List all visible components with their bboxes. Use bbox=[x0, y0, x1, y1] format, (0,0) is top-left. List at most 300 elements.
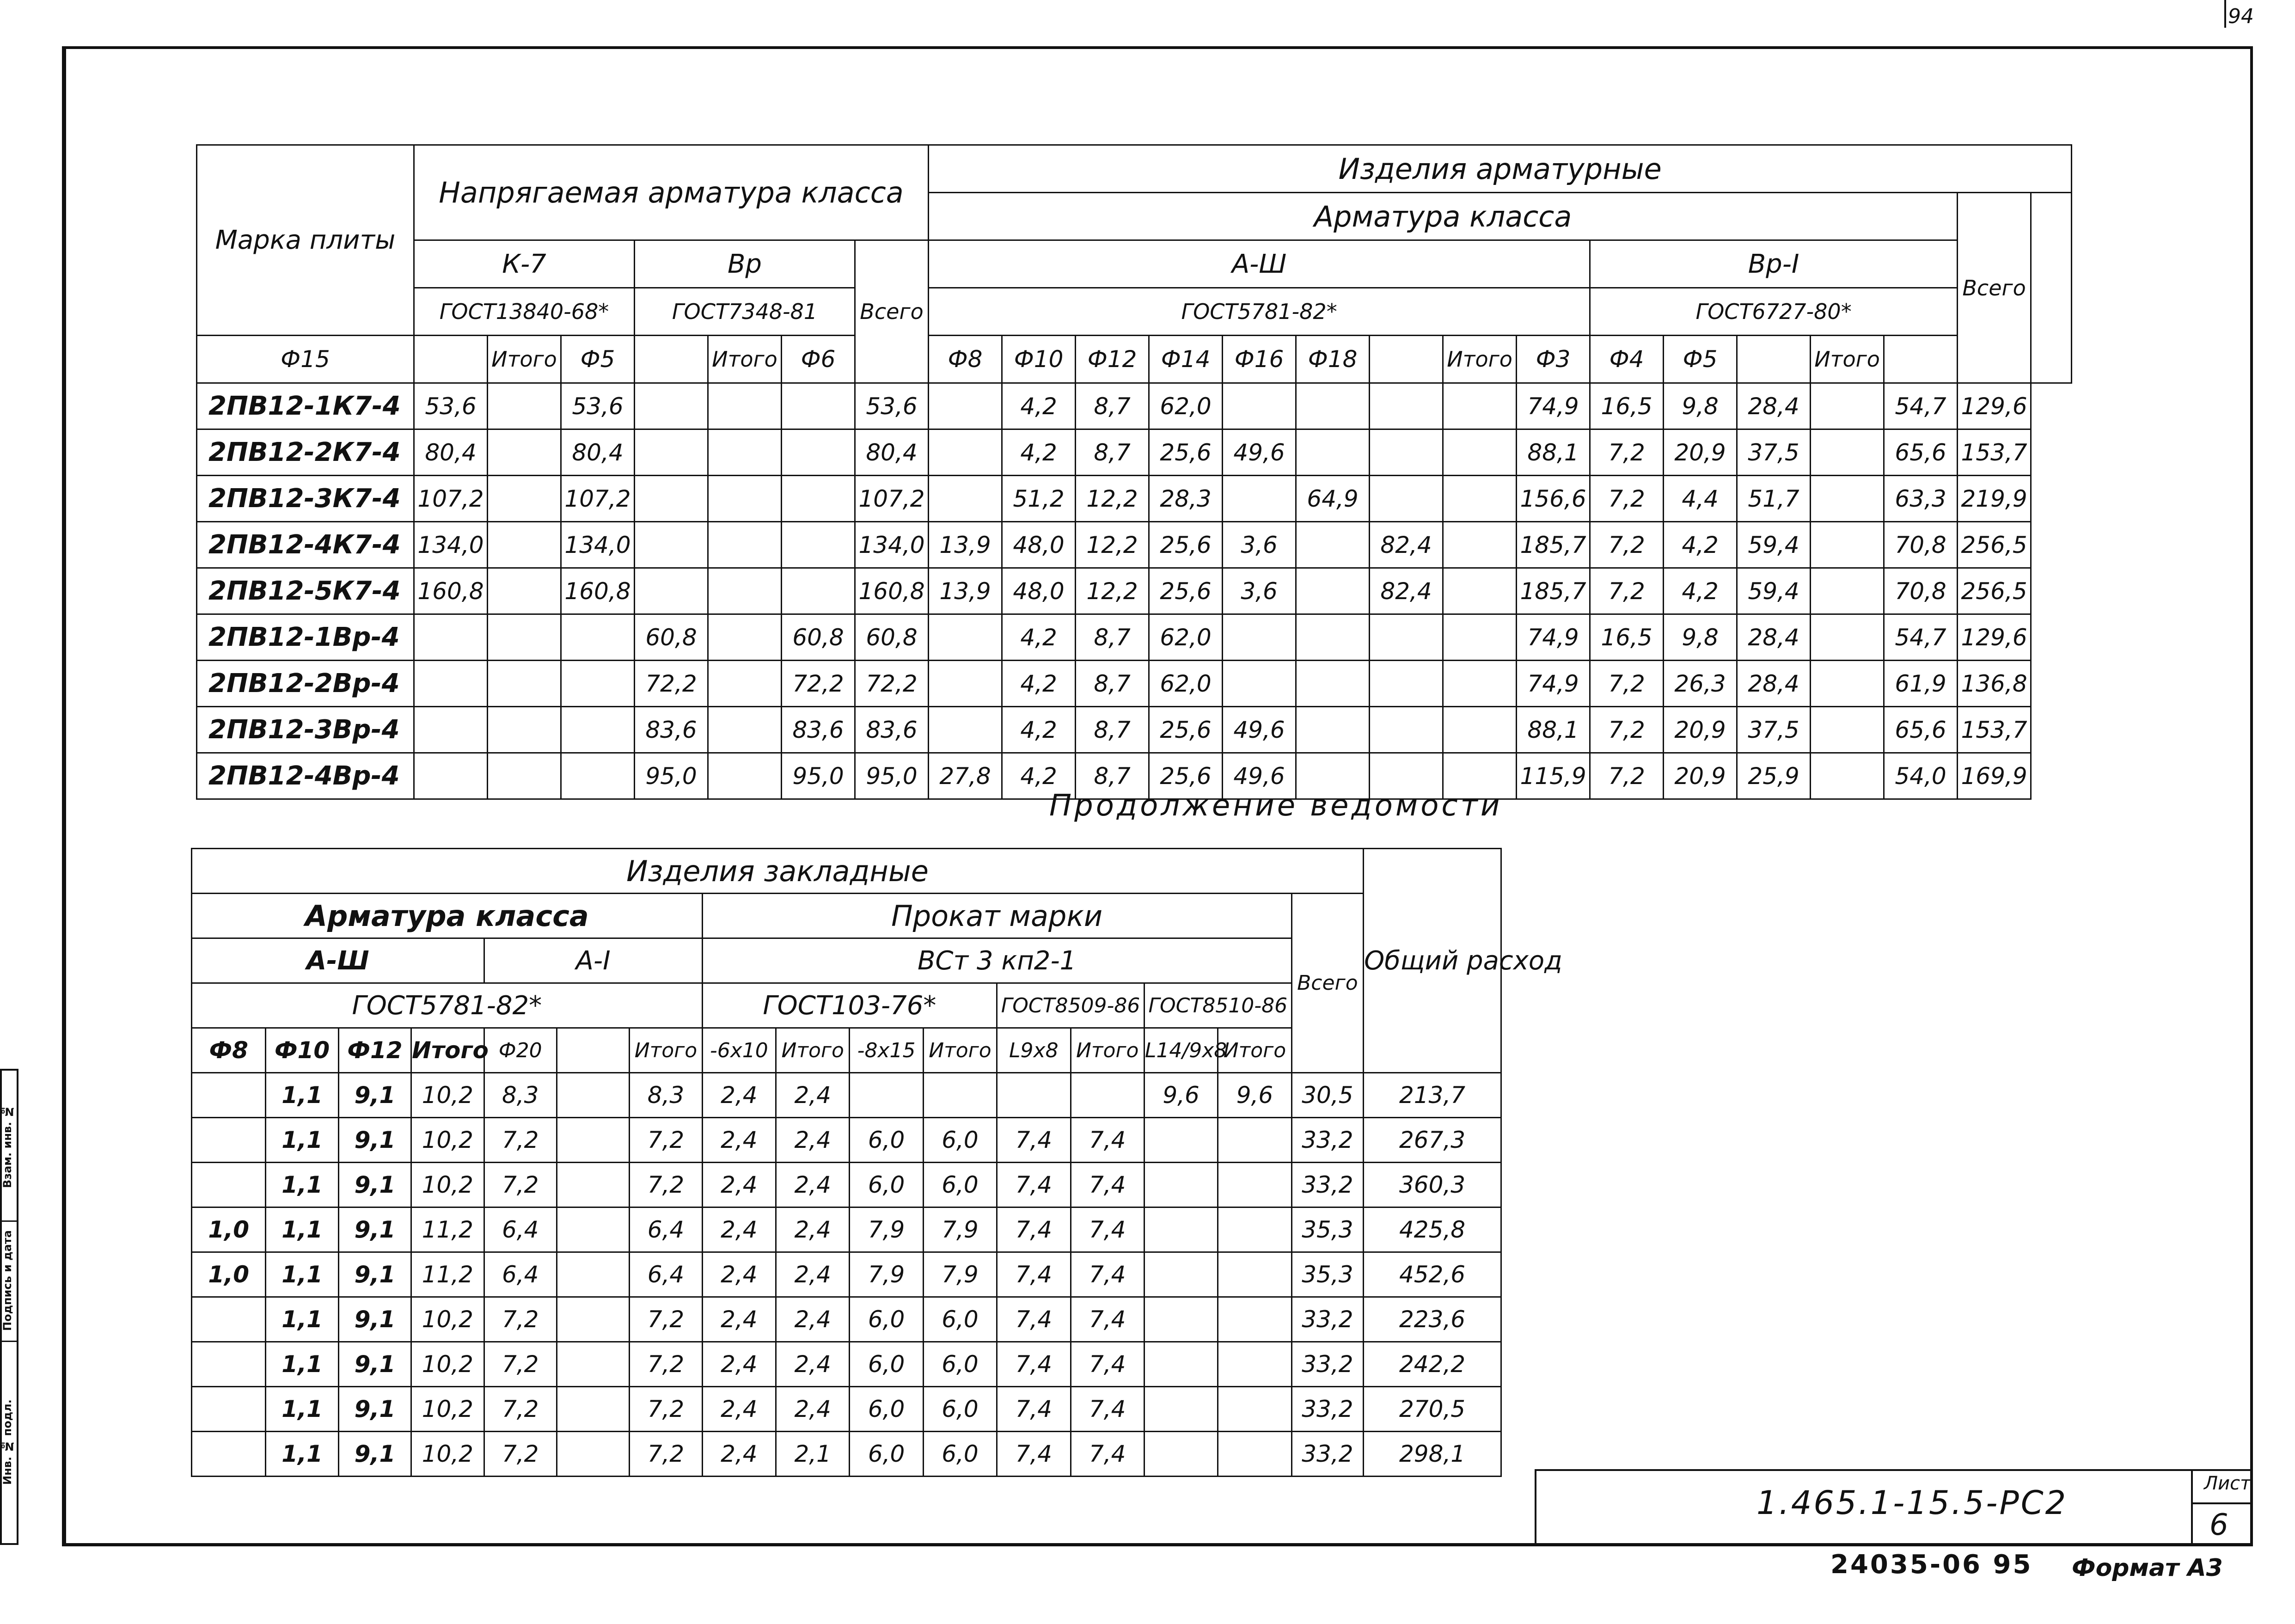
diameter-f5-vr1: Ф5 bbox=[1664, 336, 1737, 383]
table-cell: 20,9 bbox=[1664, 753, 1737, 799]
table-cell bbox=[1223, 614, 1296, 661]
table-cell: 7,2 bbox=[1590, 753, 1664, 799]
table-cell bbox=[1370, 614, 1443, 661]
table-cell bbox=[1443, 522, 1517, 568]
embedded-table-body bbox=[192, 1073, 1501, 1477]
table-cell: 8,7 bbox=[1076, 753, 1149, 799]
diameter-f16: Ф16 bbox=[1223, 336, 1296, 383]
table-cell: 7,9 bbox=[923, 1207, 997, 1252]
table-cell bbox=[708, 522, 782, 568]
table-cell: 1,1 bbox=[266, 1297, 338, 1342]
table-cell: 2,4 bbox=[776, 1207, 850, 1252]
table-cell: 134,0 bbox=[855, 522, 929, 568]
table-cell: 9,1 bbox=[338, 1118, 411, 1163]
column-header: Итого bbox=[1071, 1028, 1144, 1073]
standard-gost7348: ГОСТ7348-81 bbox=[635, 288, 855, 336]
class-k7: К-7 bbox=[414, 240, 635, 288]
table-cell: 62,0 bbox=[1149, 661, 1223, 707]
table-cell bbox=[557, 1432, 629, 1477]
table-cell: 28,4 bbox=[1737, 614, 1811, 661]
table-cell: 185,7 bbox=[1517, 522, 1590, 568]
table-cell: 37,5 bbox=[1737, 707, 1811, 753]
table-cell: 153,7 bbox=[1958, 429, 2031, 476]
sheet-label: Лист bbox=[2204, 1473, 2251, 1494]
table-cell bbox=[1218, 1432, 1291, 1477]
table-cell bbox=[929, 476, 1002, 522]
table-cell bbox=[1223, 661, 1296, 707]
embedded-row bbox=[192, 1073, 1501, 1118]
column-header: Итого bbox=[923, 1028, 997, 1073]
plate-row bbox=[197, 614, 2072, 661]
table-cell: 160,8 bbox=[855, 568, 929, 614]
table-cell: 256,5 bbox=[1958, 522, 2031, 568]
table-cell bbox=[1144, 1342, 1218, 1387]
table-cell bbox=[1296, 522, 1370, 568]
table-cell bbox=[708, 661, 782, 707]
table-cell: 13,9 bbox=[929, 522, 1002, 568]
row-overall: 425,8 bbox=[1364, 1207, 1501, 1252]
table-cell: 53,6 bbox=[414, 383, 488, 429]
table-cell: 7,4 bbox=[997, 1207, 1071, 1252]
table-cell: 20,9 bbox=[1664, 707, 1737, 753]
table-cell: 219,9 bbox=[1958, 476, 2031, 522]
diameter-f18: Ф18 bbox=[1296, 336, 1370, 383]
table-cell bbox=[1443, 383, 1517, 429]
table-cell bbox=[488, 429, 561, 476]
products-header: Изделия арматурные bbox=[929, 145, 2072, 193]
class-a3: А-Ш bbox=[929, 240, 1590, 288]
table-cell: 9,6 bbox=[1218, 1073, 1291, 1118]
table-cell: 51,2 bbox=[1002, 476, 1076, 522]
table-cell: 7,4 bbox=[997, 1163, 1071, 1207]
table-cell: 2,4 bbox=[702, 1163, 776, 1207]
table-cell: 7,2 bbox=[630, 1297, 702, 1342]
table-cell bbox=[1443, 476, 1517, 522]
table-cell: 2,1 bbox=[776, 1432, 850, 1477]
table-cell: 8,7 bbox=[1076, 614, 1149, 661]
rebar-class-header: Арматура класса bbox=[929, 193, 1958, 240]
table-cell bbox=[488, 568, 561, 614]
table-cell: 1,1 bbox=[266, 1252, 338, 1297]
table-cell bbox=[929, 614, 1002, 661]
table-cell bbox=[192, 1163, 266, 1207]
table-cell: 4,2 bbox=[1664, 522, 1737, 568]
plate-mark: 2ПВ12-2Вр-4 bbox=[197, 661, 414, 707]
table-cell bbox=[414, 614, 488, 661]
table-cell: 107,2 bbox=[561, 476, 635, 522]
table-cell: 8,7 bbox=[1076, 429, 1149, 476]
table-cell: 4,2 bbox=[1002, 753, 1076, 799]
plate-mark: 2ПВ12-5К7-4 bbox=[197, 568, 414, 614]
table-cell bbox=[1218, 1387, 1291, 1432]
table-cell: 7,4 bbox=[1071, 1207, 1144, 1252]
table-cell bbox=[1218, 1163, 1291, 1207]
row-overall: 213,7 bbox=[1364, 1073, 1501, 1118]
table-cell: 2,4 bbox=[776, 1387, 850, 1432]
table-cell bbox=[708, 614, 782, 661]
table-cell bbox=[1071, 1073, 1144, 1118]
table-cell: 6,4 bbox=[484, 1252, 557, 1297]
table-cell: 8,7 bbox=[1076, 707, 1149, 753]
table-cell: 1,0 bbox=[192, 1252, 266, 1297]
embedded-row bbox=[192, 1342, 1501, 1387]
reinforcement-table-body bbox=[197, 383, 2072, 799]
table-cell: 25,6 bbox=[1149, 707, 1223, 753]
column-header: Итого bbox=[1218, 1028, 1291, 1073]
table-cell bbox=[414, 753, 488, 799]
table-cell: 6,0 bbox=[850, 1118, 923, 1163]
continuation-title: Продолжение ведомости bbox=[1049, 789, 1503, 823]
table-cell: 256,5 bbox=[1958, 568, 2031, 614]
table-cell bbox=[1811, 707, 1884, 753]
table-cell bbox=[1223, 476, 1296, 522]
embedded-row bbox=[192, 1432, 1501, 1477]
table-cell: 6,4 bbox=[630, 1252, 702, 1297]
table-cell: 7,4 bbox=[997, 1118, 1071, 1163]
diameter-f15: Ф15 bbox=[197, 336, 414, 383]
table-cell bbox=[1296, 429, 1370, 476]
table-cell bbox=[708, 707, 782, 753]
table-cell: 83,6 bbox=[855, 707, 929, 753]
plate-row bbox=[197, 661, 2072, 707]
diameter-f8: Ф8 bbox=[929, 336, 1002, 383]
class-a1: А-I bbox=[484, 938, 702, 983]
table-cell: 64,9 bbox=[1296, 476, 1370, 522]
table-cell: 1,1 bbox=[266, 1342, 338, 1387]
table-cell: 7,2 bbox=[1590, 568, 1664, 614]
sheet-value: 6 bbox=[2209, 1508, 2228, 1542]
standard-gost13840: ГОСТ13840-68* bbox=[414, 288, 635, 336]
table-cell: 60,8 bbox=[855, 614, 929, 661]
table-cell: 10,2 bbox=[411, 1118, 484, 1163]
plate-row bbox=[197, 707, 2072, 753]
table-cell bbox=[557, 1118, 629, 1163]
table-cell: 9,8 bbox=[1664, 383, 1737, 429]
table-cell bbox=[782, 476, 855, 522]
table-cell bbox=[488, 383, 561, 429]
table-cell: 13,9 bbox=[929, 568, 1002, 614]
column-header: L14/9х8 bbox=[1144, 1028, 1218, 1073]
table-cell bbox=[1144, 1118, 1218, 1163]
diameter-f14: Ф14 bbox=[1149, 336, 1223, 383]
table-cell: 2,4 bbox=[702, 1432, 776, 1477]
side-stamp-line bbox=[0, 1220, 18, 1222]
table-cell: 2,4 bbox=[702, 1073, 776, 1118]
table-cell: 134,0 bbox=[414, 522, 488, 568]
table-cell bbox=[1370, 476, 1443, 522]
row-overall: 242,2 bbox=[1364, 1342, 1501, 1387]
table-cell: 4,2 bbox=[1664, 568, 1737, 614]
subtotal-vr: Итого bbox=[708, 336, 782, 383]
table-cell bbox=[192, 1387, 266, 1432]
embedded-header: Изделия закладные bbox=[192, 849, 1364, 894]
table-cell: 9,8 bbox=[1664, 614, 1737, 661]
column-header: Ф10 bbox=[266, 1028, 338, 1073]
table-cell bbox=[635, 383, 708, 429]
table-cell: 4,2 bbox=[1002, 661, 1076, 707]
table-cell: 7,4 bbox=[997, 1297, 1071, 1342]
table-cell: 11,2 bbox=[411, 1207, 484, 1252]
table-cell: 2,4 bbox=[776, 1118, 850, 1163]
table-cell: 1,1 bbox=[266, 1207, 338, 1252]
table-cell: 2,4 bbox=[702, 1252, 776, 1297]
table-cell bbox=[635, 429, 708, 476]
table-cell: 25,6 bbox=[1149, 429, 1223, 476]
table-cell bbox=[635, 476, 708, 522]
table-cell: 7,4 bbox=[1071, 1252, 1144, 1297]
table-cell: 9,1 bbox=[338, 1297, 411, 1342]
table-cell: 7,2 bbox=[484, 1387, 557, 1432]
table-cell: 9,1 bbox=[338, 1073, 411, 1118]
table-cell: 7,2 bbox=[1590, 429, 1664, 476]
table-cell: 7,9 bbox=[850, 1252, 923, 1297]
table-cell: 6,0 bbox=[850, 1432, 923, 1477]
table-cell: 74,9 bbox=[1517, 383, 1590, 429]
table-cell bbox=[782, 522, 855, 568]
title-block-sheet-line bbox=[2191, 1502, 2250, 1504]
prestressed-header: Напрягаемая арматура класса bbox=[414, 145, 929, 240]
table-cell bbox=[1811, 568, 1884, 614]
table-cell: 7,2 bbox=[484, 1297, 557, 1342]
table-cell: 7,2 bbox=[1590, 476, 1664, 522]
table-cell: 83,6 bbox=[782, 707, 855, 753]
plate-mark: 2ПВ12-3Вр-4 bbox=[197, 707, 414, 753]
plate-row bbox=[197, 568, 2072, 614]
side-stamp-label: Инв. № подл. bbox=[1, 1399, 14, 1485]
table-cell: 1,1 bbox=[266, 1432, 338, 1477]
diameter-f4: Ф4 bbox=[1590, 336, 1664, 383]
plate-row bbox=[197, 476, 2072, 522]
table-cell: 9,1 bbox=[338, 1432, 411, 1477]
table-cell: 8,3 bbox=[630, 1073, 702, 1118]
table-cell bbox=[557, 1207, 629, 1252]
table-cell: 9,1 bbox=[338, 1207, 411, 1252]
table-cell: 88,1 bbox=[1517, 429, 1590, 476]
table-cell: 27,8 bbox=[929, 753, 1002, 799]
table-cell bbox=[1443, 707, 1517, 753]
diameter-blank bbox=[1370, 336, 1443, 383]
table-cell: 160,8 bbox=[561, 568, 635, 614]
table-cell: 80,4 bbox=[414, 429, 488, 476]
table-cell: 4,2 bbox=[1002, 429, 1076, 476]
table-cell: 7,2 bbox=[484, 1118, 557, 1163]
standard-gost6727: ГОСТ6727-80* bbox=[1590, 288, 1958, 336]
table-cell: 1,1 bbox=[266, 1073, 338, 1118]
plate-mark: 2ПВ12-4Вр-4 bbox=[197, 753, 414, 799]
steel-grade: ВСт 3 кп2-1 bbox=[702, 938, 1291, 983]
table-cell: 54,7 bbox=[1884, 383, 1958, 429]
plate-row bbox=[197, 383, 2072, 429]
table-cell: 62,0 bbox=[1149, 614, 1223, 661]
embedded-total-header: Всего bbox=[1291, 894, 1363, 1073]
column-header bbox=[557, 1028, 629, 1073]
table-cell: 7,2 bbox=[484, 1163, 557, 1207]
table-cell: 10,2 bbox=[411, 1073, 484, 1118]
row-total: 30,5 bbox=[1291, 1073, 1363, 1118]
blank-header bbox=[2031, 193, 2072, 383]
table-cell: 82,4 bbox=[1370, 568, 1443, 614]
standard-gost8510: ГОСТ8510-86 bbox=[1144, 983, 1291, 1028]
column-header: Ф12 bbox=[338, 1028, 411, 1073]
table-cell: 6,0 bbox=[850, 1163, 923, 1207]
table-cell bbox=[929, 383, 1002, 429]
embedded-row bbox=[192, 1118, 1501, 1163]
table-cell: 70,8 bbox=[1884, 568, 1958, 614]
plate-mark: 2ПВ12-1Вр-4 bbox=[197, 614, 414, 661]
table-cell: 7,2 bbox=[630, 1342, 702, 1387]
table-cell: 169,9 bbox=[1958, 753, 2031, 799]
table-cell: 53,6 bbox=[855, 383, 929, 429]
sheet-number-tick bbox=[2224, 0, 2226, 28]
table-cell: 65,6 bbox=[1884, 707, 1958, 753]
table-cell: 80,4 bbox=[855, 429, 929, 476]
subtotal-a3: Итого bbox=[1443, 336, 1517, 383]
table-cell: 74,9 bbox=[1517, 661, 1590, 707]
table-cell: 25,6 bbox=[1149, 522, 1223, 568]
table-cell: 2,4 bbox=[776, 1252, 850, 1297]
table-cell bbox=[1218, 1297, 1291, 1342]
table-cell: 4,4 bbox=[1664, 476, 1737, 522]
table-cell: 59,4 bbox=[1737, 522, 1811, 568]
table-cell: 9,1 bbox=[338, 1342, 411, 1387]
table-cell: 7,4 bbox=[997, 1432, 1071, 1477]
table-cell: 95,0 bbox=[782, 753, 855, 799]
frame-top-border bbox=[62, 46, 2253, 49]
table-cell bbox=[782, 429, 855, 476]
table-cell: 25,6 bbox=[1149, 568, 1223, 614]
row-overall: 267,3 bbox=[1364, 1118, 1501, 1163]
table-cell bbox=[782, 383, 855, 429]
table-cell: 49,6 bbox=[1223, 753, 1296, 799]
table-cell: 2,4 bbox=[702, 1118, 776, 1163]
table-cell: 95,0 bbox=[635, 753, 708, 799]
table-cell: 7,9 bbox=[850, 1207, 923, 1252]
row-overall: 223,6 bbox=[1364, 1297, 1501, 1342]
table-cell: 83,6 bbox=[635, 707, 708, 753]
standard-gost8509: ГОСТ8509-86 bbox=[997, 983, 1144, 1028]
table-cell: 10,2 bbox=[411, 1387, 484, 1432]
plate-row bbox=[197, 429, 2072, 476]
row-overall: 298,1 bbox=[1364, 1432, 1501, 1477]
table-cell: 6,0 bbox=[923, 1342, 997, 1387]
diameter-f6: Ф6 bbox=[782, 336, 855, 383]
table-cell bbox=[1811, 383, 1884, 429]
table-cell bbox=[557, 1163, 629, 1207]
table-cell: 20,9 bbox=[1664, 429, 1737, 476]
table-cell bbox=[557, 1252, 629, 1297]
column-header: -8х15 bbox=[850, 1028, 923, 1073]
table-cell: 48,0 bbox=[1002, 522, 1076, 568]
table-cell bbox=[1218, 1207, 1291, 1252]
table-cell: 28,4 bbox=[1737, 661, 1811, 707]
table-cell bbox=[708, 383, 782, 429]
table-cell: 6,0 bbox=[850, 1297, 923, 1342]
standard-gost5781-2: ГОСТ5781-82* bbox=[192, 983, 703, 1028]
table-cell bbox=[192, 1432, 266, 1477]
table-cell: 6,0 bbox=[850, 1387, 923, 1432]
standard-gost103: ГОСТ103-76* bbox=[702, 983, 997, 1028]
table-cell bbox=[708, 476, 782, 522]
table-cell: 11,2 bbox=[411, 1252, 484, 1297]
table-cell bbox=[192, 1297, 266, 1342]
table-cell bbox=[1443, 661, 1517, 707]
table-cell: 7,2 bbox=[1590, 707, 1664, 753]
table-cell: 6,4 bbox=[630, 1207, 702, 1252]
table-cell: 28,4 bbox=[1737, 383, 1811, 429]
table-cell: 7,4 bbox=[1071, 1342, 1144, 1387]
table-cell bbox=[557, 1387, 629, 1432]
table-cell: 9,1 bbox=[338, 1387, 411, 1432]
table-cell: 12,2 bbox=[1076, 568, 1149, 614]
table-cell: 7,4 bbox=[997, 1387, 1071, 1432]
table-cell: 8,7 bbox=[1076, 383, 1149, 429]
table-cell bbox=[929, 429, 1002, 476]
table-cell: 2,4 bbox=[776, 1163, 850, 1207]
table-cell bbox=[488, 614, 561, 661]
table-cell: 136,8 bbox=[1958, 661, 2031, 707]
table-cell: 2,4 bbox=[702, 1207, 776, 1252]
table-cell bbox=[1811, 614, 1884, 661]
title-block-divider bbox=[2191, 1469, 2193, 1546]
table-cell bbox=[1296, 614, 1370, 661]
table-cell bbox=[1218, 1118, 1291, 1163]
table-cell: 10,2 bbox=[411, 1163, 484, 1207]
table-cell: 2,4 bbox=[776, 1342, 850, 1387]
table-cell: 153,7 bbox=[1958, 707, 2031, 753]
table-cell bbox=[635, 568, 708, 614]
table-cell bbox=[192, 1118, 266, 1163]
table-cell bbox=[414, 661, 488, 707]
table-cell: 8,3 bbox=[484, 1073, 557, 1118]
table-cell: 65,6 bbox=[1884, 429, 1958, 476]
table-cell: 2,4 bbox=[776, 1297, 850, 1342]
table-cell bbox=[557, 1073, 629, 1118]
side-stamp-label: Подпись и дата bbox=[1, 1230, 14, 1331]
table-cell: 82,4 bbox=[1370, 522, 1443, 568]
mark-header: Марка плиты bbox=[197, 145, 414, 336]
table-cell bbox=[1144, 1207, 1218, 1252]
rolled-header: Прокат марки bbox=[702, 894, 1291, 938]
table-cell: 6,0 bbox=[850, 1342, 923, 1387]
table-cell bbox=[1811, 753, 1884, 799]
table-cell bbox=[1811, 429, 1884, 476]
table-cell: 28,3 bbox=[1149, 476, 1223, 522]
side-stamp-line bbox=[0, 1341, 18, 1342]
table-cell: 7,4 bbox=[1071, 1118, 1144, 1163]
diameter-f10: Ф10 bbox=[1002, 336, 1076, 383]
table-cell bbox=[1811, 661, 1884, 707]
diameter-blank bbox=[1737, 336, 1811, 383]
table-cell bbox=[557, 1297, 629, 1342]
embedded-row bbox=[192, 1207, 1501, 1252]
plate-mark: 2ПВ12-4К7-4 bbox=[197, 522, 414, 568]
table-cell bbox=[192, 1342, 266, 1387]
table-cell bbox=[561, 753, 635, 799]
table-cell: 61,9 bbox=[1884, 661, 1958, 707]
table-cell: 7,2 bbox=[630, 1432, 702, 1477]
table-cell: 60,8 bbox=[635, 614, 708, 661]
table-cell: 7,2 bbox=[484, 1342, 557, 1387]
table-cell: 37,5 bbox=[1737, 429, 1811, 476]
table-cell bbox=[1144, 1252, 1218, 1297]
table-cell bbox=[1296, 661, 1370, 707]
standard-gost5781: ГОСТ5781-82* bbox=[929, 288, 1590, 336]
table-cell: 7,4 bbox=[997, 1252, 1071, 1297]
table-cell: 49,6 bbox=[1223, 429, 1296, 476]
embedded-row bbox=[192, 1163, 1501, 1207]
table-cell: 88,1 bbox=[1517, 707, 1590, 753]
table-cell: 9,6 bbox=[1144, 1073, 1218, 1118]
